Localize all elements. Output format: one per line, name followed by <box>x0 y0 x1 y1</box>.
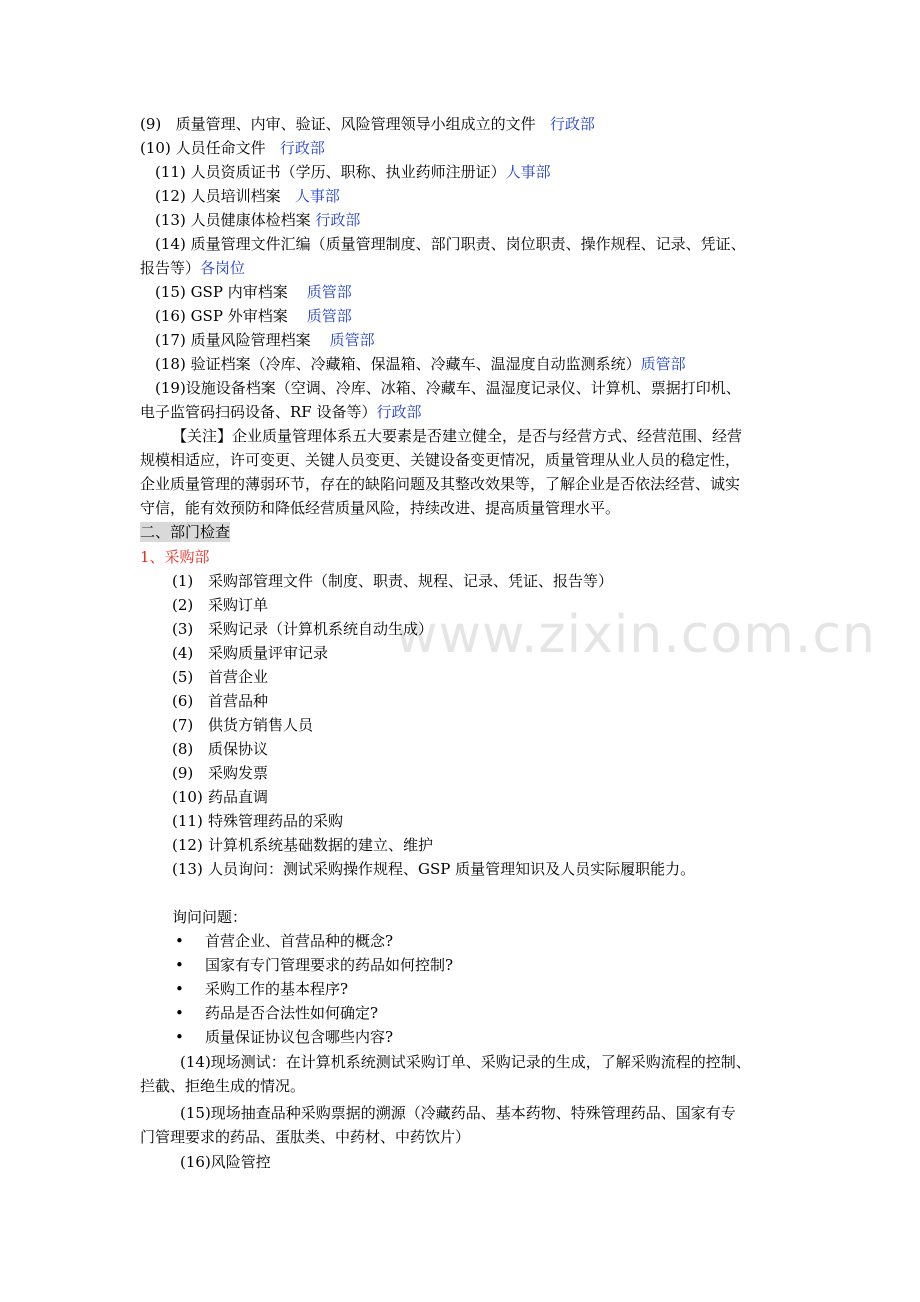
bullet-icon: • <box>175 1028 184 1046</box>
upper-item-11 <box>155 162 551 182</box>
item-text: 采购部管理文件（制度、职责、规程、记录、凭证、报告等） <box>208 572 614 590</box>
item-number: (10) <box>172 788 203 806</box>
item-text: 人员任命文件 <box>175 139 266 157</box>
item-number: (13) <box>172 860 203 878</box>
tail-14-line-1: (14)现场测试：在计算机系统测试采购订单、采购记录的生成，了解采购流程的控制、 <box>180 1053 751 1071</box>
item-dept: 行政部 <box>315 211 361 229</box>
item-dept: 行政部 <box>549 115 595 133</box>
item-number: (10) <box>140 139 171 157</box>
item-text: 采购质量评审记录 <box>208 644 329 662</box>
upper-item-13 <box>155 210 360 230</box>
item-number: (5) <box>172 668 194 686</box>
item-number: (9) <box>172 764 194 782</box>
item-number: (2) <box>172 596 194 614</box>
purchase-item <box>172 811 343 831</box>
note-line-4: 守信，能有效预防和降低经营质量风险，持续改进、提高质量管理水平。 <box>140 499 621 517</box>
item-number: (8) <box>172 740 194 758</box>
item-text: 质量风险管理档案 <box>190 331 311 349</box>
item-number: (14) <box>155 235 186 253</box>
item-number: (18) <box>155 355 186 373</box>
upper-item-18 <box>155 354 686 374</box>
purchase-item <box>172 763 268 783</box>
question-item <box>175 979 348 999</box>
item-text: 计算机系统基础数据的建立、维护 <box>208 836 434 854</box>
item-dept: 人事部 <box>294 187 340 205</box>
item-text: 设施设备档案（空调、冷库、冰箱、冷藏车、温湿度记录仪、计算机、票据打印机、 <box>185 379 741 397</box>
purchase-item <box>172 571 613 591</box>
item-text: 药品直调 <box>208 788 269 806</box>
upper-item-9 <box>140 114 595 134</box>
item-number: (17) <box>155 331 186 349</box>
bullet-icon: • <box>175 980 184 998</box>
item-text-cont: 电子监管码扫码设备、RF 设备等） <box>140 403 377 421</box>
upper-item-19 <box>155 378 741 398</box>
purchase-item <box>172 739 268 759</box>
item-number: (13) <box>155 211 186 229</box>
item-text: 采购记录（计算机系统自动生成） <box>208 620 434 638</box>
item-number: (7) <box>172 716 194 734</box>
item-text: 采购订单 <box>208 596 269 614</box>
section-heading: 二、部门检查 <box>140 523 231 541</box>
question-text: 采购工作的基本程序? <box>205 980 349 998</box>
item-dept: 质管部 <box>640 355 686 373</box>
question-text: 国家有专门管理要求的药品如何控制? <box>205 956 454 974</box>
watermark: www.zixin.com.cn <box>395 605 876 665</box>
question-item <box>175 931 393 951</box>
item-dept: 各岗位 <box>200 259 246 277</box>
item-dept: 质管部 <box>329 331 375 349</box>
bullet-icon: • <box>175 932 184 950</box>
upper-item-10 <box>140 138 325 158</box>
purchase-item <box>172 595 268 615</box>
question-text: 首营企业、首营品种的概念? <box>205 932 394 950</box>
item-text: 采购发票 <box>208 764 269 782</box>
upper-item-19-cont <box>140 402 422 422</box>
item-text: 验证档案（冷库、冷藏箱、保温箱、冷藏车、温湿度自动监测系统） <box>190 355 641 373</box>
item-dept: 行政部 <box>279 139 325 157</box>
tail-15-line-2: 门管理要求的药品、蛋肽类、中药材、中药饮片） <box>140 1128 471 1146</box>
item-text: GSP 外审档案 <box>190 307 288 325</box>
purchase-item <box>172 715 313 735</box>
questions-label: 询问问题： <box>172 908 248 926</box>
item-number: (19) <box>155 379 186 397</box>
item-text: 首营品种 <box>208 692 269 710</box>
purchase-item <box>172 667 268 687</box>
item-dept: 质管部 <box>306 307 352 325</box>
upper-item-14 <box>155 234 746 254</box>
upper-item-16 <box>155 306 352 326</box>
item-text: 人员健康体检档案 <box>190 211 311 229</box>
note-line-2: 规模相适应，许可变更、关键人员变更、关键设备变更情况，质量管理从业人员的稳定性， <box>140 451 741 469</box>
item-text: 质量管理、内审、验证、风险管理领导小组成立的文件 <box>175 115 536 133</box>
item-text: 质保协议 <box>208 740 269 758</box>
upper-item-12 <box>155 186 340 206</box>
purchase-item <box>172 859 695 879</box>
item-dept: 行政部 <box>376 403 422 421</box>
item-dept: 质管部 <box>306 283 352 301</box>
item-text: 人员资质证书（学历、职称、执业药师注册证） <box>190 163 506 181</box>
tail-16-line-1: (16)风险管控 <box>180 1153 271 1171</box>
item-number: (6) <box>172 692 194 710</box>
tail-14-line-2: 拦截、拒绝生成的情况。 <box>140 1077 306 1095</box>
item-text: 供货方销售人员 <box>208 716 314 734</box>
question-text: 药品是否合法性如何确定? <box>205 1004 379 1022</box>
purchase-item <box>172 619 433 639</box>
item-number: (9) <box>140 115 162 133</box>
sub-heading: 1、采购部 <box>140 548 210 566</box>
item-text: 人员询问：测试采购操作规程、GSP 质量管理知识及人员实际履职能力。 <box>208 860 696 878</box>
upper-item-15 <box>155 282 352 302</box>
item-number: (11) <box>155 163 186 181</box>
item-text: GSP 内审档案 <box>190 283 288 301</box>
bullet-icon: • <box>175 956 184 974</box>
question-text: 质量保证协议包含哪些内容? <box>205 1028 394 1046</box>
item-number: (3) <box>172 620 194 638</box>
item-dept: 人事部 <box>505 163 551 181</box>
upper-item-17 <box>155 330 375 350</box>
tail-15-line-1: (15)现场抽查品种采购票据的溯源（冷藏药品、基本药物、特殊管理药品、国家有专 <box>180 1104 736 1122</box>
item-number: (16) <box>155 307 186 325</box>
item-number: (15) <box>155 283 186 301</box>
item-text: 特殊管理药品的采购 <box>208 812 344 830</box>
purchase-item <box>172 787 268 807</box>
note-line-1: 【关注】企业质量管理体系五大要素是否建立健全，是否与经营方式、经营范围、经营 <box>172 427 743 445</box>
question-item <box>175 1027 393 1047</box>
item-text-cont: 报告等） <box>140 259 201 277</box>
item-text: 人员培训档案 <box>190 187 281 205</box>
upper-item-14-cont <box>140 258 245 278</box>
item-text: 质量管理文件汇编（质量管理制度、部门职责、岗位职责、操作规程、记录、凭证、 <box>190 235 746 253</box>
item-text: 首营企业 <box>208 668 269 686</box>
purchase-item <box>172 835 433 855</box>
item-number: (4) <box>172 644 194 662</box>
item-number: (12) <box>155 187 186 205</box>
item-number: (12) <box>172 836 203 854</box>
item-number: (1) <box>172 572 194 590</box>
purchase-item <box>172 691 268 711</box>
question-item <box>175 1003 378 1023</box>
bullet-icon: • <box>175 1004 184 1022</box>
item-number: (11) <box>172 812 203 830</box>
purchase-item <box>172 643 328 663</box>
question-item <box>175 955 453 975</box>
note-line-3: 企业质量管理的薄弱环节，存在的缺陷问题及其整改效果等，了解企业是否依法经营、诚实 <box>140 475 741 493</box>
